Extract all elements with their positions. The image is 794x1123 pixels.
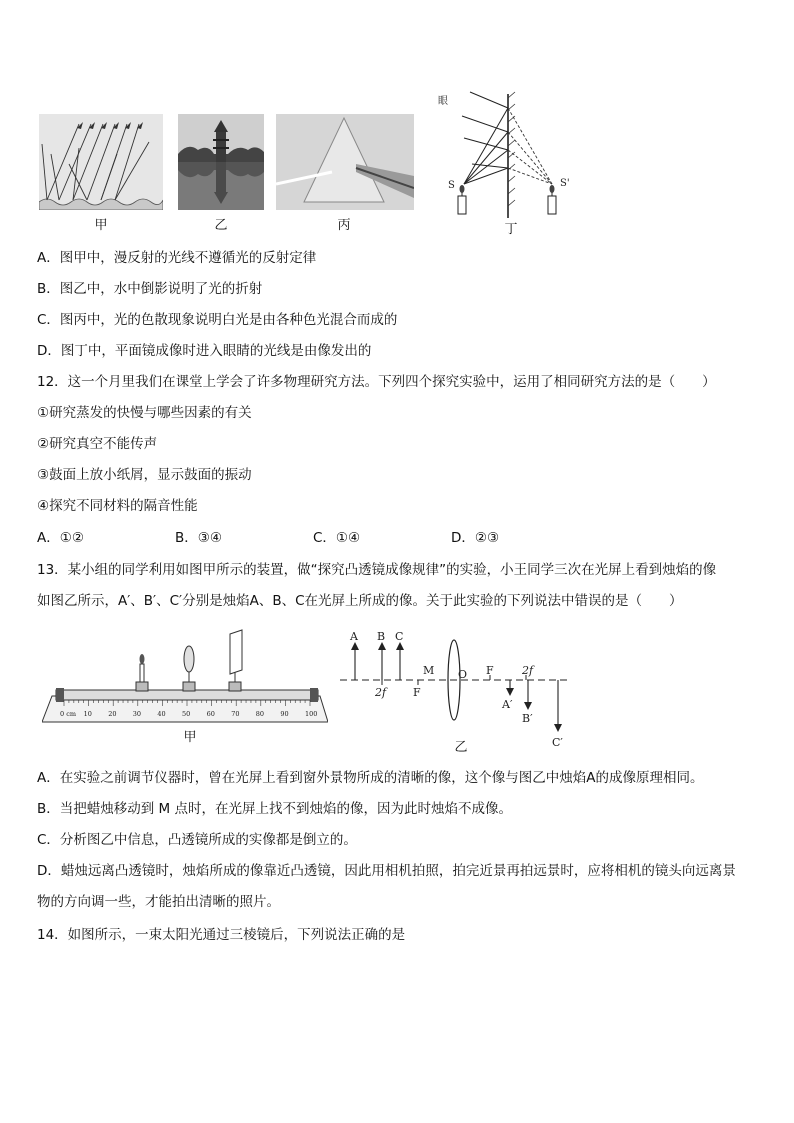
scale-label: 60 <box>206 710 215 718</box>
caption-yi: 乙 <box>214 218 228 233</box>
q13-option-c: C．分析图乙中信息，凸透镜所成的实像都是倒立的。 <box>37 832 357 848</box>
diffuse-reflection-diagram <box>39 114 163 210</box>
axis-label-o: O <box>458 668 468 681</box>
q12-option-a: A．①② <box>37 530 84 546</box>
axis-label-f-left: F <box>413 686 421 699</box>
water-reflection-photo <box>178 114 264 210</box>
axis-label-2f-left: 2f <box>375 686 387 699</box>
q11-option-c: C．图丙中，光的色散现象说明白光是由各种色光混合而成的 <box>37 312 398 328</box>
q12-option-b: B．③④ <box>175 530 222 546</box>
q14-stem: 14．如图所示，一束太阳光通过三棱镜后，下列说法正确的是 <box>37 927 406 943</box>
q12-stem: 12．这一个月里我们在课堂上学会了许多物理研究方法。下列四个探究实验中，运用了相同研究方法的是（ ） <box>37 374 716 390</box>
caption-bench-jia: 甲 <box>183 730 197 745</box>
eye-label: 眼 <box>438 96 448 107</box>
figure-diffuse-reflection <box>39 114 163 210</box>
q12-item-3: ③鼓面上放小纸屑，显示鼓面的振动 <box>37 467 252 483</box>
q13-stem-line1: 13．某小组的同学利用如图甲所示的装置，做“探究凸透镜成像规律”的实验，小王同学三次在光屏上看到烛焰的像 <box>37 562 717 578</box>
q12-options-row <box>37 528 757 548</box>
q12-item-1: ①研究蒸发的快慢与哪些因素的有关 <box>37 405 252 421</box>
q12-option-d: D．②③ <box>451 530 500 546</box>
plane-mirror-diagram <box>436 88 586 220</box>
q13-option-d-line2: 物的方向调一些，才能拍出清晰的照片。 <box>37 894 280 910</box>
axis-label-m: M <box>423 664 435 677</box>
axis-label-2f-right: 2f <box>522 664 534 677</box>
scale-unit-label: 0 cm <box>60 710 77 718</box>
figure-water-reflection <box>178 114 264 210</box>
figure-prism-dispersion <box>276 114 414 210</box>
q11-option-a: A．图甲中，漫反射的光线不遵循光的反射定律 <box>37 250 317 266</box>
q11-option-d: D．图丁中，平面镜成像时进入眼睛的光线是由像发出的 <box>37 343 372 359</box>
scale-label: 80 <box>255 710 265 718</box>
q11-option-b: B．图乙中，水中倒影说明了光的折射 <box>37 281 263 297</box>
caption-lens-yi: 乙 <box>454 740 468 755</box>
scale-label: 20 <box>108 710 117 718</box>
optical-bench-diagram <box>42 626 328 728</box>
axis-label-f-right: F <box>486 664 494 677</box>
q12-item-2: ②研究真空不能传声 <box>37 436 158 452</box>
figure-plane-mirror <box>436 88 586 220</box>
q12-item-4: ④探究不同材料的隔音性能 <box>37 498 198 514</box>
caption-jia: 甲 <box>94 218 108 233</box>
scale-label: 70 <box>231 710 240 718</box>
scale-label: 10 <box>83 710 92 718</box>
scale-label: 90 <box>280 710 289 718</box>
figure-optical-bench <box>42 626 328 728</box>
scale-label: 50 <box>182 710 191 718</box>
q13-option-d-line1: D．蜡烛远离凸透镜时，烛焰所成的像靠近凸透镜，因此用相机拍照，拍完近景再拍远景时，应将相机的镜头向远离景 <box>37 863 736 879</box>
image-label-a-prime: A′ <box>502 698 513 711</box>
object-label-c: C <box>395 630 404 643</box>
caption-bing: 丙 <box>337 218 351 233</box>
image-label-b-prime: B′ <box>522 712 533 725</box>
q13-option-b: B．当把蜡烛移动到 M 点时，在光屏上找不到烛焰的像，因为此时烛焰不成像。 <box>37 801 512 817</box>
source-label-s: S <box>448 180 455 191</box>
object-label-a: A <box>350 630 358 643</box>
q13-stem-line2: 如图乙所示，A′、B′、C′分别是烛焰A、B、C在光屏上所成的像。关于此实验的下列说法中错误的是（ ） <box>37 593 683 609</box>
scale-label: 30 <box>132 710 142 718</box>
image-label-s-prime: S' <box>560 178 570 189</box>
scale-label: 100 <box>305 710 318 718</box>
caption-ding: 丁 <box>504 222 518 237</box>
object-label-b: B <box>377 630 386 643</box>
q13-option-a: A．在实验之前调节仪器时，曾在光屏上看到窗外景物所成的清晰的像，这个像与图乙中烛焰A的成像原理相同。 <box>37 770 704 786</box>
q12-option-c: C．①④ <box>313 530 361 546</box>
prism-photo <box>276 114 414 210</box>
scale-label: 40 <box>157 710 166 718</box>
image-label-c-prime: C′ <box>552 736 563 749</box>
